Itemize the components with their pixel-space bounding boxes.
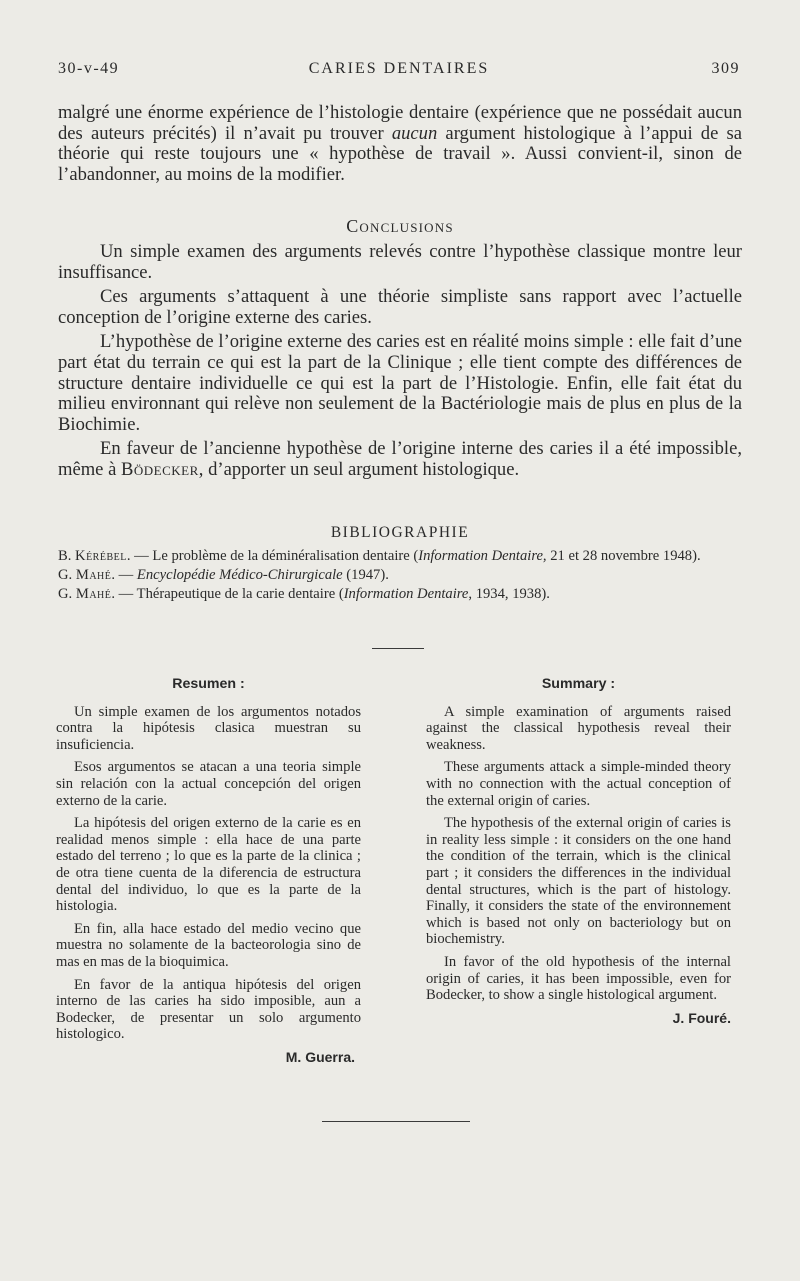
entry-source: Information Dentaire bbox=[343, 586, 469, 602]
running-header bbox=[58, 60, 740, 84]
entry-text: . — Thérapeutique de la carie dentaire ( bbox=[111, 586, 344, 602]
intro-text-end: argument histologique à l’appui de sa théorie qui reste toujours une « hypothèse de travail ». Aussi convient-il, sinon de l’abandonner, au moins de la modifier. bbox=[58, 122, 742, 185]
resumen-heading: Resumen : bbox=[172, 676, 245, 692]
intro-paragraph bbox=[58, 103, 742, 185]
author-name-bodecker: Bödecker bbox=[120, 458, 199, 480]
conclusions-p4-start: En faveur de l’ancienne hypothèse de l’origine interne des caries il a été impossible, même à bbox=[58, 438, 742, 480]
resumen-signature: M. Guerra. bbox=[285, 1048, 355, 1065]
summary-column bbox=[426, 676, 731, 1026]
conclusions-p4-end: , d’apporter un seul argument histologique. bbox=[198, 458, 520, 480]
resumen-column bbox=[56, 676, 361, 1065]
resumen-paragraph: Un simple examen de los argumentos notados contra la hipótesis clasica muestran su insuficiencia. bbox=[56, 703, 361, 753]
header-title: CARIES DENTAIRES bbox=[308, 60, 490, 77]
summary-heading: Summary : bbox=[541, 676, 616, 692]
entry-source: Information Dentaire, bbox=[418, 548, 547, 564]
entry-author: Mahé bbox=[75, 586, 112, 602]
header-date: 30-v-49 bbox=[58, 60, 120, 77]
entry-author: Mahé bbox=[75, 567, 112, 583]
entry-initial: B. bbox=[58, 548, 76, 564]
conclusions-paragraph-3: L’hypothèse de l’origine externe des caries est en réalité moins simple : elle fait d’une part état du terrain ce qui est la part de la Clinique ; elle tient compte des différences de structure dentaire individuelle ce qui est la part de l’Histologie. Enfin, elle fait état du milieu environnant qui relève non seulement de la Bactériologie mais de plus en plus de la Biochimie. bbox=[58, 331, 742, 435]
bibliography-entry bbox=[58, 566, 748, 585]
entry-initial: G. bbox=[58, 586, 76, 602]
bibliography-heading: BIBLIOGRAPHIE bbox=[330, 524, 470, 541]
resumen-paragraph: La hipótesis del origen externo de la carie es en realidad menos simple : ella hace de una parte estado del terreno ; lo que es la parte de la clinica ; de otra tiene cuenta de la diferencia de estructura dental del individuo, lo que es la parte de la histologia. bbox=[56, 815, 361, 915]
entry-author: Kérébel bbox=[75, 548, 127, 564]
intro-emphasis: aucun bbox=[391, 122, 438, 144]
summary-paragraph: These arguments attack a simple-minded theory with no connection with the actual conception of the external origin of caries. bbox=[426, 759, 731, 809]
section-divider bbox=[372, 648, 424, 649]
entry-text: . — bbox=[111, 567, 137, 583]
conclusions-section bbox=[58, 242, 742, 485]
entry-tail: 21 et 28 novembre 1948). bbox=[546, 548, 701, 564]
entry-text: . — Le problème de la déminéralisation dentaire ( bbox=[126, 548, 419, 564]
resumen-paragraph: En favor de la antiqua hipótesis del origen interno de las caries ha sido imposible, aun a Bodecker, de presentar un solo argumento histologico. bbox=[56, 976, 361, 1043]
page-number: 309 bbox=[711, 60, 740, 77]
summary-paragraph: In favor of the old hypothesis of the internal origin of caries, it has been impossible, even for Bodecker, to show a single histological argument. bbox=[426, 953, 731, 1004]
bibliography-list bbox=[58, 547, 748, 604]
end-divider bbox=[322, 1121, 470, 1122]
resumen-paragraph: Esos argumentos se atacan a una teoria simple sin relación con la actual concepción del origen externo de la carie. bbox=[56, 759, 361, 809]
conclusions-heading: Conclusions bbox=[346, 216, 454, 236]
entry-initial: G. bbox=[58, 567, 76, 583]
summary-signature: J. Fouré. bbox=[672, 1009, 731, 1026]
entry-tail: , 1934, 1938). bbox=[468, 586, 550, 602]
intro-text-start: malgré une énorme expérience de l’histologie dentaire (expérience que ne possédait aucun des auteurs précités) il n’avait pu trouver bbox=[58, 102, 742, 144]
summary-paragraph: A simple examination of arguments raised against the classical hypothesis reveal their weakness. bbox=[426, 703, 731, 753]
conclusions-paragraph-4 bbox=[58, 439, 742, 480]
resumen-paragraph: En fin, alla hace estado del medio vecino que muestra no solamente de la bacteorologia sino de mas en mas de la bioquimica. bbox=[56, 920, 361, 970]
summary-paragraph: The hypothesis of the external origin of caries is in reality less simple : it considers on the one hand the condition of the terrain, which is the clinical part ; it considers the differences in the individual dental structures, which is the part of histology. Finally, it considers the state of the environnement which is based not only on bacteriology but on biochemistry. bbox=[426, 815, 731, 948]
entry-tail: (1947). bbox=[342, 567, 389, 583]
conclusions-paragraph-2: Ces arguments s’attaquent à une théorie simpliste sans rapport avec l’actuelle conception de l’origine externe des caries. bbox=[58, 286, 742, 328]
bibliography-entry bbox=[58, 585, 748, 604]
entry-source: Encyclopédie Médico-Chirurgicale bbox=[136, 567, 343, 583]
conclusions-paragraph-1: Un simple examen des arguments relevés contre l’hypothèse classique montre leur insuffisance. bbox=[58, 241, 742, 283]
bibliography-entry bbox=[58, 547, 748, 566]
